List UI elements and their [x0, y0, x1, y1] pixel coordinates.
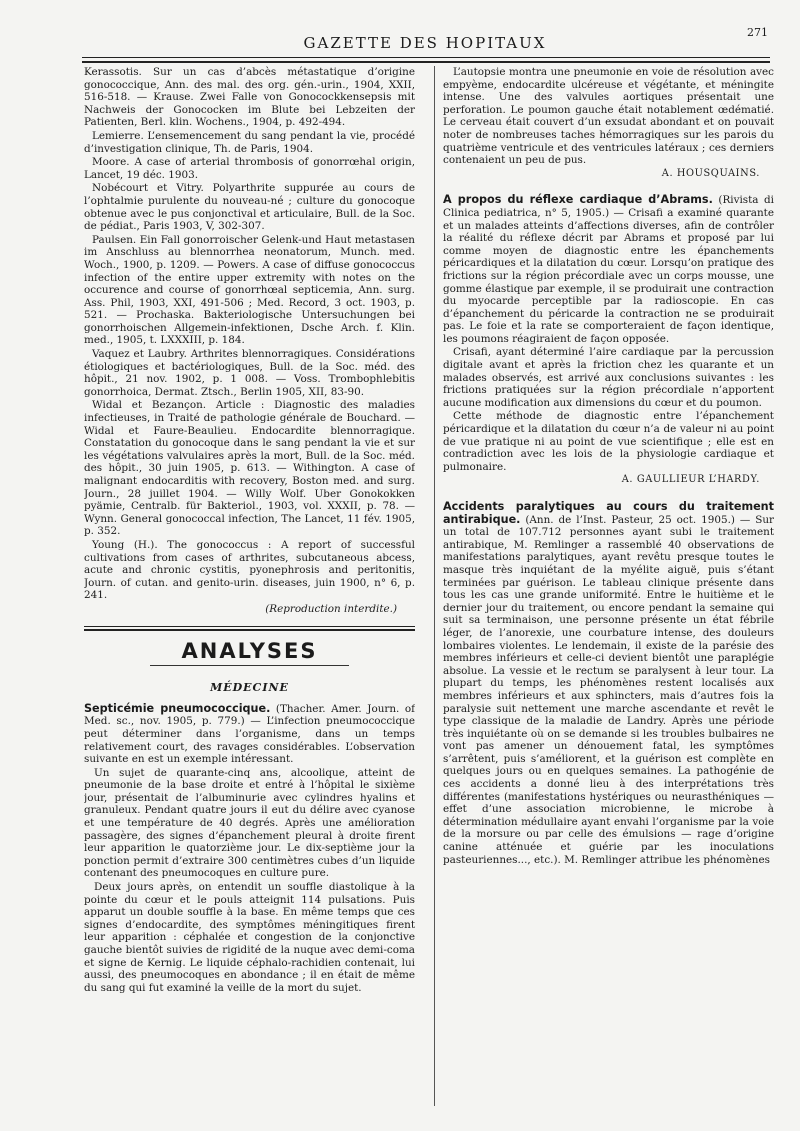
article-paragraph: Deux jours après, on entendit un souffle diastolique à la pointe du cœur et le pouls atteignit 114 pulsations. Puis apparut un double souffle à la base. En même temps que ces signes d’endocardite, des symptômes méningitiques firent leur apparition : céphalée et congestion de la conjonctive gauche bientôt suivies de rigidité de la nuque avec demi-coma et signe de Kernig. Le liquide céphalo-rachidien contenait, lui aussi, des pneumocoques en abondance ; il en était de même du sang qui fut examiné la veille de la mort du sujet. — [84, 881, 415, 994]
biblio-entry: Kerassotis. Sur un cas d’abcès métastatique d’origine gonococcique, Ann. des mal. des org. gén.-urin., 1904, XXII, 516-518. — Krause. Zwei Falle von Gonocockkensepsis mit Nachweis der Gonococken im Blute bei Lebzeiten der Patienten, Berl. klin. Wochens., 1904, p. 492-494. — [84, 66, 415, 129]
biblio-entry: Moore. A case of arterial thrombosis of gonorrœhal origin, Lancet, 19 déc. 1903. — [84, 156, 415, 181]
biblio-entry: Nobécourt et Vitry. Polyarthrite suppurée au cours de l’ophtalmie purulente du nouveau-né ; culture du gonocoque obtenue avec le pus conjonctival et articulaire, Bull. de la Soc. de pédiat., Paris 1903, V, 302-307. — [84, 182, 415, 233]
biblio-entry: Lemierre. L’ensemencement du sang pendant la vie, procédé d’investigation clinique, Th. de Paris, 1904. — [84, 129, 415, 155]
article-reference: (Thacher. Amer. Journ. of Med. sc., nov. 1905, p. 779.) — [84, 702, 415, 728]
right-column — [443, 66, 774, 1108]
article-reflexe-abrams — [443, 194, 774, 487]
header-rule — [82, 57, 770, 58]
column-divider — [434, 66, 435, 1106]
article-paragraph: L’autopsie montra une pneumonie en voie de résolution avec empyème, endocardite ulcéreuse et végétante, et méningite intense. Une des valvules aortiques présentait une perforation. Le poumon gauche était notablement œdématié. Le cerveau était couvert d’un exsudat abondant et on pouvait noter de nombreuses taches hémorragiques sur les parois du quatrième ventricule et des ventricules latéraux ; ces derniers contenaient un peu de pus. — [443, 66, 774, 167]
article-title: A propos du réflexe cardiaque d’Abrams. — [443, 193, 713, 207]
article-paragraph: — Sur un total de 107.712 personnes ayant subi le traitement antirabique, M. Remlinger a rassemblé 40 observations de manifestations paralytiques, ayant revêtu presque toutes le masque très inquiétant de la myélite aiguë, puis s’étant terminées par guérison. Le tableau clinique présente dans tous les cas une grande uniformité. Entre le huitième et le dernier jour du traitement, ou encore pendant la semaine qui suit sa terminaison, une personne présente un état fébrile léger, de l’anorexie, une courbature intense, des douleurs lombaires violentes. Le lendemain, il existe de la parésie des membres inférieurs et celle-ci devient bientôt une paraplégie absolue. La vessie et le rectum se paralysent à leur tour. La plupart du temps, les phénomènes restent localisés aux membres inférieurs et aux sphincters, mais d’autres fois la paralysie suit nettement une marche ascendante et revêt le type classique de la maladie de Landry. Après une période très inquiétante où on se demande si les troubles bulbaires ne vont pas amener un dénouement fatal, les symptômes s’arrêtent, puis s’améliorent, et la guérison est complète en quelques jours ou en quelques semaines. La pathogénie de ces accidents a donné lieu à des interprétations très différentes (manifestations hystériques ou neurasthéniques — effet d’une association microbienne, le microbe à détermination médullaire ayant envahi l’organisme par la voie de la morsure ou par celle des émulsions — rage d’origine canine atténuée et guérie par les inoculations pasteuriennes..., etc.). M. Remlinger attribue les phénomènes — [443, 513, 774, 866]
biblio-entry: Widal et Bezançon. Article : Diagnostic des maladies infectieuses, in Traité de pathologie générale de Bouchard. — Widal et Faure-Beaulieu. Endocardite blennorragique. Constatation du gonocoque dans le sang pendant la vie et sur les végétations valvulaires après la mort, Bull. de la Soc. méd. des hôpit., 30 juin 1905, p. 613. — Withington. A case of malignant endocarditis with recovery, Boston med. and surg. Journ., 28 juillet 1904. — Willy Wolf. Uber Gonokokken pyämie, Centralb. für Bakteriol., 1903, vol. XXXII, p. 78. — Wynn. General gonococcal infection, The Lancet, 11 fév. 1905, p. 352. — [84, 399, 415, 538]
biblio-entry: Vaquez et Laubry. Arthrites blennorragiques. Considérations étiologiques et bactériologiques, Bull. de la Soc. méd. des hôpit., 21 nov. 1902, p. 1 008. — Voss. Trombophlebitis gonorrhoica, Dermat. Ztsch., Berlin 1905, XII, 83-90. — [84, 348, 415, 398]
journal-title: GAZETTE DES HOPITAUX — [303, 34, 547, 52]
subsection-title: MÉDECINE — [210, 681, 289, 695]
article-title: Accidents paralytiques au cours du traitement antirabique. — [443, 500, 774, 526]
article-signature: A. GAULLIEUR L’HARDY. — [621, 474, 760, 486]
reproduction-notice: (Reproduction interdite.) — [265, 602, 397, 615]
section-separator — [84, 626, 415, 631]
page-number: 271 — [747, 26, 768, 39]
article-septicemie — [84, 703, 415, 995]
biblio-entry: Young (H.). The gonococcus : A report of successful cultivations from cases of arthrites, subcutaneous abcess, acute and chronic cystitis, pyonephrosis and peritonitis, Journ. of cutan. and genito-urin. diseases, juin 1900, n° 6, p. 241. — [84, 538, 415, 602]
article-paragraph: Cette méthode de diagnostic entre l’épanchement péricardique et la dilatation du cœur n’a de valeur ni au point de vue pratique ni au point de vue scientifique ; elle est en contradiction avec les lois de la physiologie cardiaque et pulmonaire. — [443, 410, 774, 473]
section-underline — [150, 665, 349, 666]
article-reference: (Ann. de l’Inst. Pasteur, 25 oct. 1905.) — [525, 513, 735, 526]
article-septicemie-continued — [443, 66, 774, 180]
section-title: ANALYSES — [181, 638, 318, 663]
article-reference: (Rivista di Clinica pediatrica, n° 5, 1905.) — [443, 194, 774, 219]
bibliography — [84, 66, 415, 602]
left-column — [84, 66, 415, 1108]
article-lead — [84, 703, 415, 766]
article-paragraph: — L’infection pneumococcique peut déterminer dans l’organisme, dans un temps relativement court, des ravages considérables. L’observation suivante en est un exemple intéressant. — [84, 715, 415, 766]
article-accidents-paralytiques — [443, 501, 774, 866]
page-header — [80, 26, 770, 56]
header-rule-thick — [82, 61, 770, 63]
article-paragraph: — Crisafi a examiné quarante et un malades atteints d’affections diverses, afin de contrôler la réalité du réflexe décrit par Abrams et proposé par lui comme moyen de diagnostic entre les épanchements péricardiques et la dilatation du cœur. Lorsqu’on pratique des frictions sur la région précordiale avec un corps mousse, une gomme élastique par exemple, il se produirait une contraction du myocarde perceptible par la radioscopie. En cas d’épanchement du péricarde la contraction ne se produirait pas. Le foie et la rate se comporteraient de façon identique, les poumons réagiraient de façon opposée. — [443, 206, 774, 345]
biblio-entry: Paulsen. Ein Fall gonorroischer Gelenk-und Haut metastasen im Anschluss au blennorrhea neonatorum, Munch. med. Woch., 1900, p. 1209. — Powers. A case of diffuse gonococcus infection of the entire upper extremity with notes on the occurence and course of gonorrhœal septicemia, Ann. surg. Ass. Phil, 1903, XXI, 491-506 ; Med. Record, 3 oct. 1903, p. 521. — Prochaska. Bakteriologische Untersuchungen bei gonorrhoischen Allgemein-infektionen, Dsche Arch. f. Klin. med., 1905, t. LXXXIII, p. 184. — [84, 233, 415, 347]
article-lead — [443, 501, 774, 866]
article-paragraph: Crisafi, ayant déterminé l’aire cardiaque par la percussion digitale avant et après la friction chez les quarante et un malades observés, est arrivé aux conclusions suivantes : les frictions pratiquées sur la région précordiale n’apportent aucune modification aux dimensions du cœur et du poumon. — [443, 346, 774, 409]
article-signature: A. HOUSQUAINS. — [661, 167, 760, 179]
article-paragraph: Un sujet de quarante-cinq ans, alcoolique, atteint de pneumonie de la base droite et entré à l’hôpital le sixième jour, présentait de l’albuminurie avec cylindres hyalins et granuleux. Pendant quatre jours il eut du délire avec cyanose et une température de 40 degrés. Après une amélioration passagère, des signes d’épanchement pleural à droite firent leur apparition le quatorzième jour. Le dix-septième jour la ponction permit d’extraire 300 centimètres cubes d’un liquide contenant des pneumocoques en culture pure. — [84, 766, 415, 880]
article-title: Septicémie pneumococcique. — [84, 701, 271, 715]
article-lead — [443, 194, 774, 345]
